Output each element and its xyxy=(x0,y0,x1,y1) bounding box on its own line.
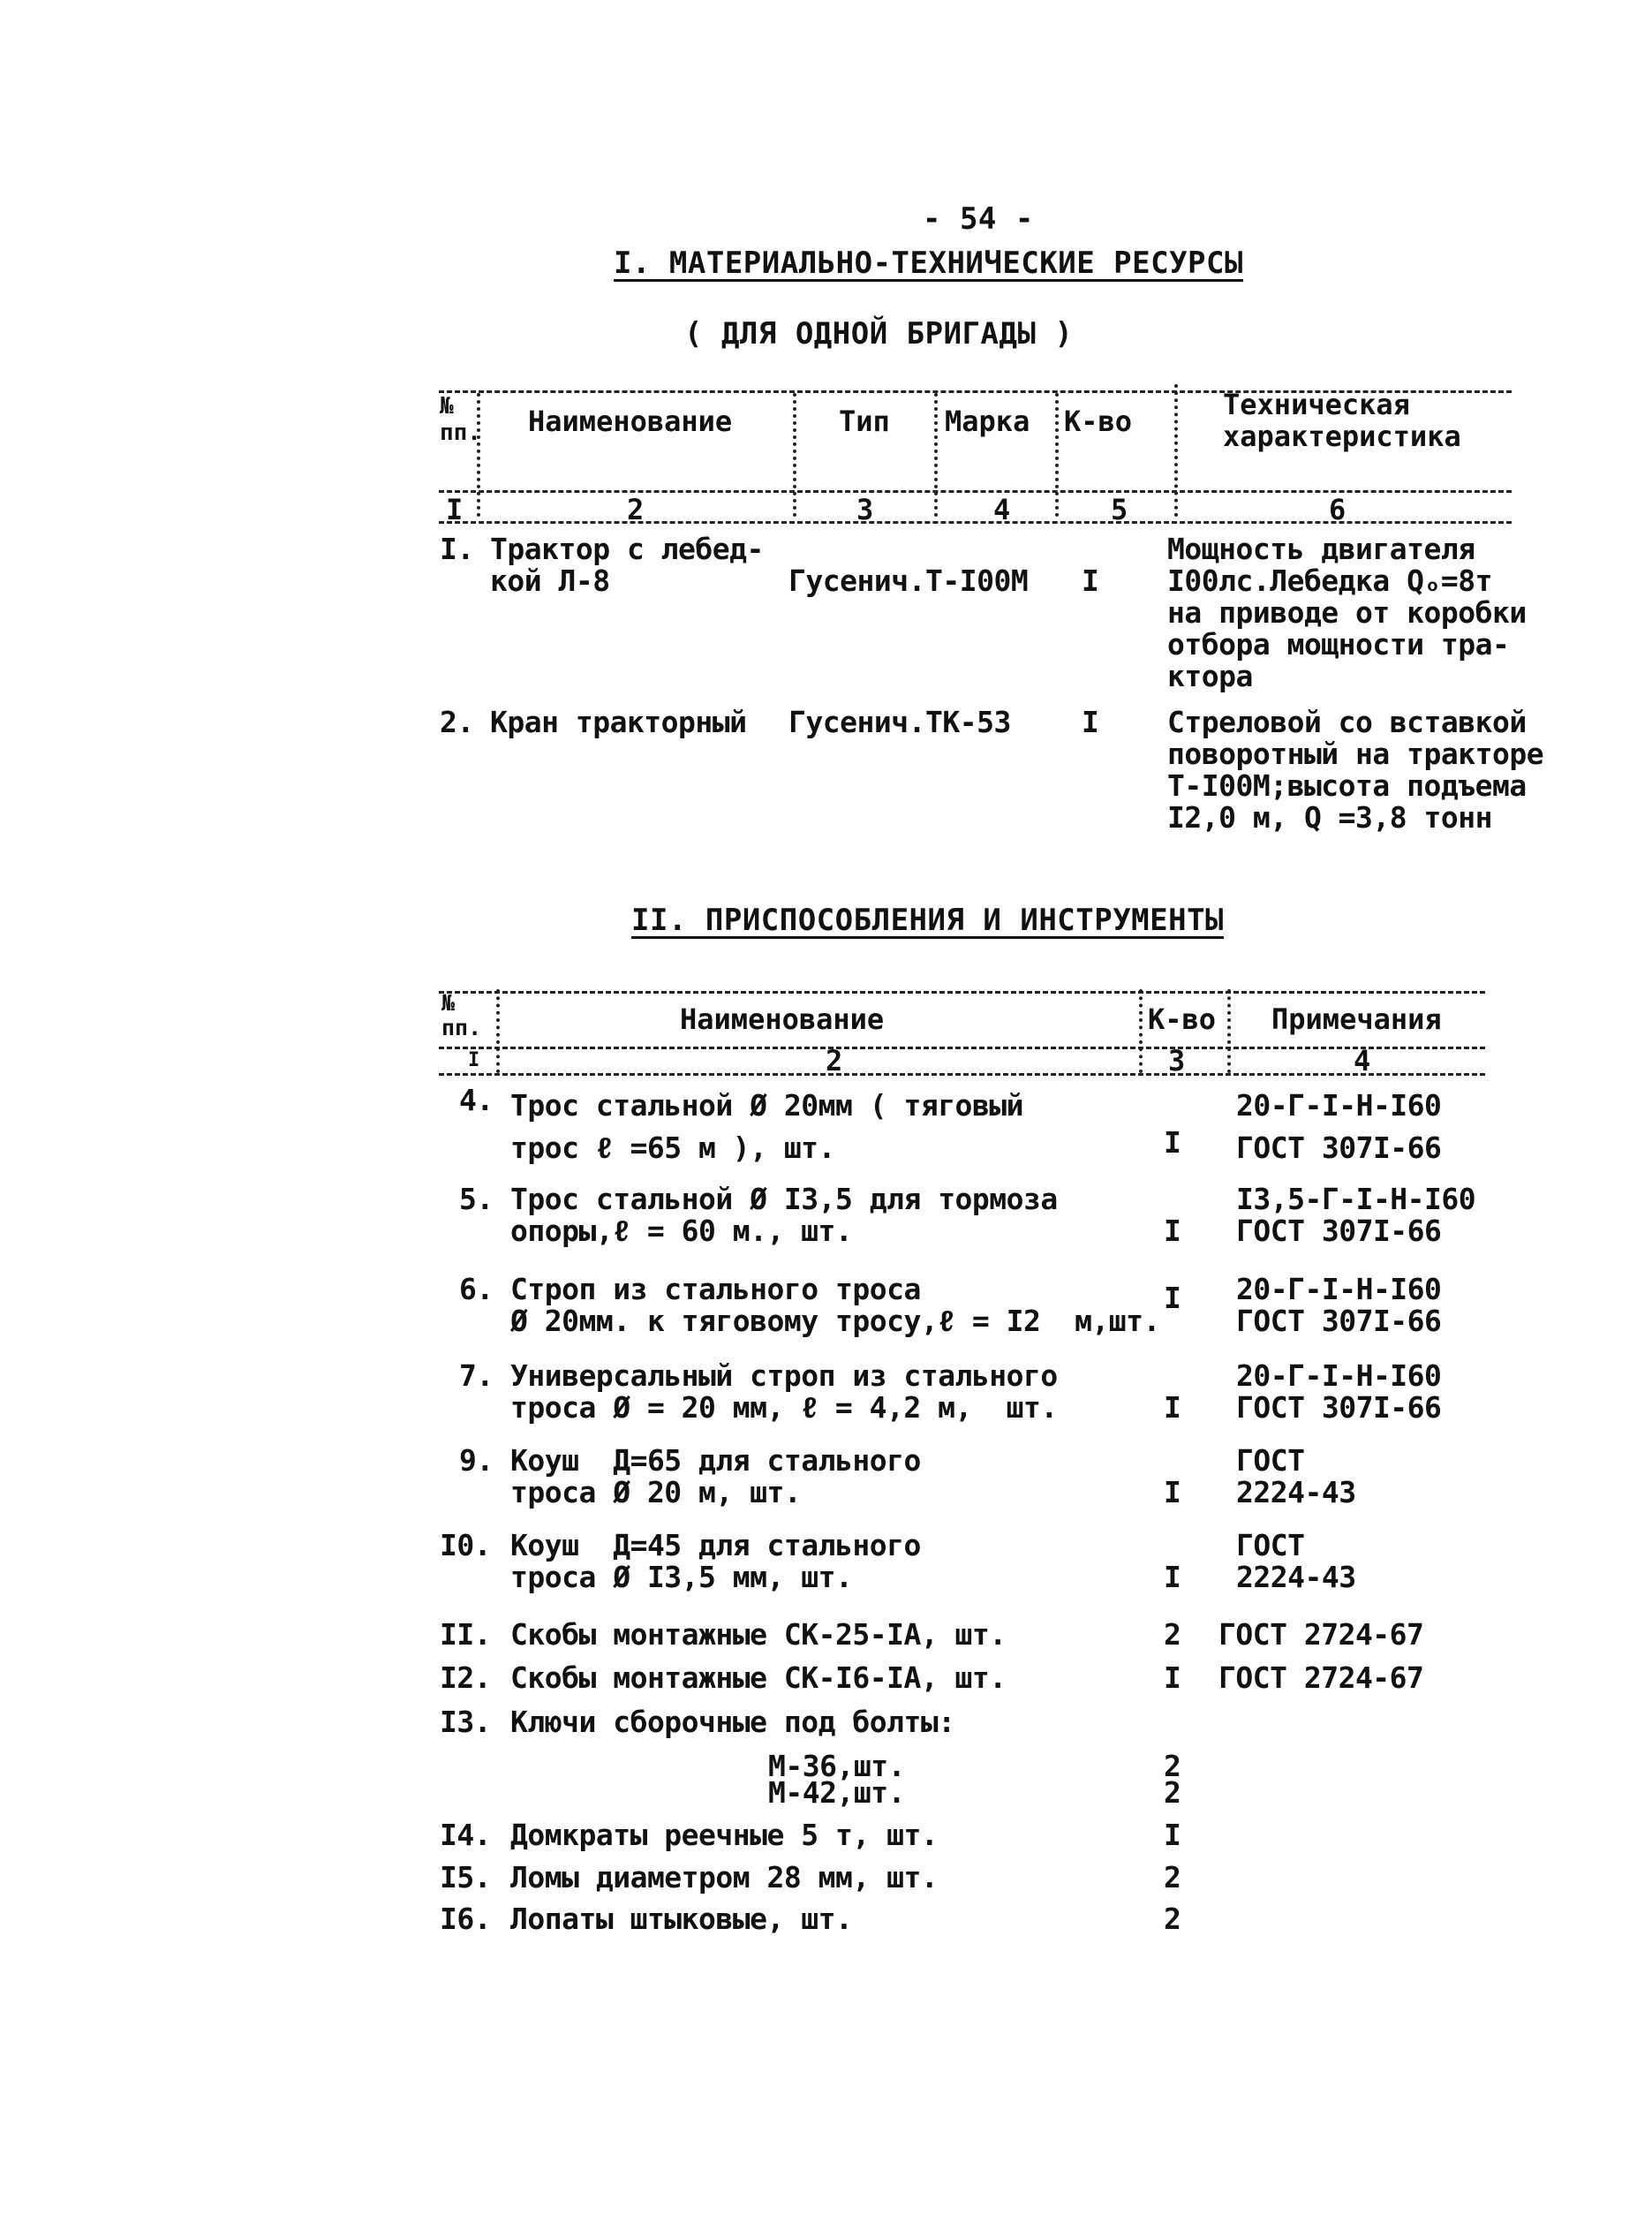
table2-row-qty: I xyxy=(1164,1281,1181,1315)
table2-subrow-qty: 2 2 xyxy=(1164,1749,1181,1810)
table1-row-spec: Мощность двигателя I00лс.Лебедка Qₒ=8т на приводе от коробки отбора мощности тра- ктора xyxy=(1167,532,1527,693)
table2-row-num: II. xyxy=(440,1617,492,1652)
table2-row-qty: I xyxy=(1164,1660,1181,1695)
table2-row-note: 20-Г-I-Н-I60 ГОСТ 307I-66 xyxy=(1236,1358,1442,1425)
table2-row-name: Ключи сборочные под болты: xyxy=(510,1705,955,1739)
table2-row-name: Трос стальной Ø 20мм ( тяговый трос ℓ =65 м ), шт. xyxy=(510,1088,1024,1165)
table2-col-divider xyxy=(1227,989,1231,1073)
table2-header-num: № пп. xyxy=(441,990,482,1040)
table1-row-num: I. xyxy=(440,532,474,566)
section1-subtitle: ( ДЛЯ ОДНОЙ БРИГАДЫ ) xyxy=(684,316,1074,352)
table1-row-name: Кран тракторный xyxy=(490,705,747,739)
table1-col-divider xyxy=(1174,384,1178,517)
table2-row-note: ГОСТ 2224-43 xyxy=(1236,1443,1356,1509)
table2-row-note: ГОСТ 2724-67 xyxy=(1218,1617,1424,1652)
table2-row-num: I4. xyxy=(440,1818,492,1852)
table1-header-type: Тип xyxy=(839,405,890,438)
table2-row-qty: I xyxy=(1164,1125,1181,1160)
section1-title: I. МАТЕРИАЛЬНО-ТЕХНИЧЕСКИЕ РЕСУРСЫ xyxy=(614,246,1243,281)
table2-header-qty: К-во xyxy=(1148,1002,1217,1036)
table2-row-num: I3. xyxy=(440,1705,492,1739)
table2-header-name: Наименование xyxy=(680,1002,885,1036)
table1-row-type: Гусенич. xyxy=(788,563,925,598)
table1-row-name: Трактор с лебед- кой Л-8 xyxy=(490,532,764,598)
table2-row-qty: 2 xyxy=(1164,1860,1181,1894)
table1-row-type: Гусенич. xyxy=(788,705,925,739)
table1-header-spec: Техническая характеристика xyxy=(1223,388,1461,453)
table2-row-num: 7. xyxy=(459,1358,494,1393)
table2-row-name: Коуш Д=45 для стального троса Ø I3,5 мм, шт. xyxy=(510,1528,921,1594)
table1-row-spec: Стреловой со вставкой поворотный на тракторе Т-I00М;высота подъема I2,0 м, Q =3,8 тонн xyxy=(1167,705,1544,835)
table2-row-name: Домкраты реечные 5 т, шт. xyxy=(510,1818,939,1852)
table2-row-name: Коуш Д=65 для стального троса Ø 20 м, шт. xyxy=(510,1443,921,1509)
table2-row-qty: 2 xyxy=(1164,1902,1181,1936)
table2-col-divider xyxy=(1139,989,1143,1073)
table2-header-rule xyxy=(439,1047,1485,1049)
table1-col-divider xyxy=(934,393,938,517)
table1-colnum-rule xyxy=(439,521,1512,524)
table1-colnum: I xyxy=(446,493,464,526)
table2-row-name: Скобы монтажные СК-I6-IА, шт. xyxy=(510,1660,1007,1695)
table1-col-divider xyxy=(793,393,796,517)
table2-row-name: Универсальный строп из стального троса Ø = 20 мм, ℓ = 4,2 м, шт. xyxy=(510,1358,1058,1425)
table2-row-num: 4. xyxy=(459,1083,494,1117)
table1-row-num: 2. xyxy=(440,705,474,739)
table1-header-qty: К-во xyxy=(1064,405,1133,438)
table2-row-note: ГОСТ 2724-67 xyxy=(1218,1660,1424,1695)
table2-col-divider xyxy=(496,989,500,1073)
table2-subrow-name: М-36,шт. М-42,шт. xyxy=(768,1749,905,1810)
table2-row-num: I5. xyxy=(440,1860,492,1894)
table2-row-name: Ломы диаметром 28 мм, шт. xyxy=(510,1860,939,1894)
table2-colnum: I xyxy=(468,1049,480,1071)
table2-header-note: Примечания xyxy=(1271,1002,1442,1036)
table2-colnum: 2 xyxy=(826,1044,843,1078)
table2-colnum: 3 xyxy=(1168,1044,1186,1078)
table1-colnum: 4 xyxy=(993,493,1011,526)
table1-row-qty: I xyxy=(1082,705,1099,739)
page-number: - 54 - xyxy=(923,201,1034,237)
table2-row-note: 20-Г-I-Н-I60 ГОСТ 307I-66 xyxy=(1236,1088,1442,1165)
table2-row-num: 5. xyxy=(459,1182,494,1216)
table1-colnum: 3 xyxy=(856,493,874,526)
table2-row-qty: I xyxy=(1164,1214,1181,1248)
section2-title: II. ПРИСПОСОБЛЕНИЯ И ИНСТРУМЕНТЫ xyxy=(631,903,1225,938)
table2-row-name: Строп из стального троса Ø 20мм. к тяговому тросу,ℓ = I2 м,шт. xyxy=(510,1272,1160,1338)
table1-colnum: 2 xyxy=(627,493,645,526)
table2-colnum-rule xyxy=(439,1073,1485,1076)
table1-header-rule xyxy=(439,490,1512,493)
table2-row-num: 6. xyxy=(459,1272,494,1306)
table1-row-brand: ТК-53 xyxy=(925,705,1011,739)
table2-row-num: I6. xyxy=(440,1902,492,1936)
table2-row-note: ГОСТ 2224-43 xyxy=(1236,1528,1356,1594)
table2-row-name: Скобы монтажные СК-25-IА, шт. xyxy=(510,1617,1007,1652)
table1-header-num: № пп. xyxy=(440,393,481,446)
table2-row-note: I3,5-Г-I-Н-I60 ГОСТ 307I-66 xyxy=(1236,1182,1476,1248)
table2-row-qty: I xyxy=(1164,1390,1181,1425)
table1-header-brand: Марка xyxy=(945,405,1030,438)
table2-row-name: Трос стальной Ø I3,5 для тормоза опоры,ℓ = 60 м., шт. xyxy=(510,1182,1058,1248)
table2-row-qty: I xyxy=(1164,1475,1181,1509)
table2-top-rule xyxy=(439,991,1485,994)
table2-row-qty: 2 xyxy=(1164,1617,1181,1652)
table1-header-name: Наименование xyxy=(528,405,733,438)
table2-row-name: Лопаты штыковые, шт. xyxy=(510,1902,853,1936)
table1-colnum: 6 xyxy=(1329,493,1346,526)
table1-col-divider xyxy=(1055,393,1059,517)
table1-colnum: 5 xyxy=(1111,493,1128,526)
table2-row-num: I2. xyxy=(440,1660,492,1695)
table2-row-qty: I xyxy=(1164,1818,1181,1852)
table1-row-qty: I xyxy=(1082,563,1099,598)
table2-row-note: 20-Г-I-Н-I60 ГОСТ 307I-66 xyxy=(1236,1272,1442,1338)
table2-row-num: 9. xyxy=(459,1443,494,1478)
table2-colnum: 4 xyxy=(1354,1044,1371,1078)
table1-row-brand: Т-I00М xyxy=(925,563,1029,598)
table2-row-num: I0. xyxy=(440,1528,492,1562)
table2-row-qty: I xyxy=(1164,1560,1181,1594)
